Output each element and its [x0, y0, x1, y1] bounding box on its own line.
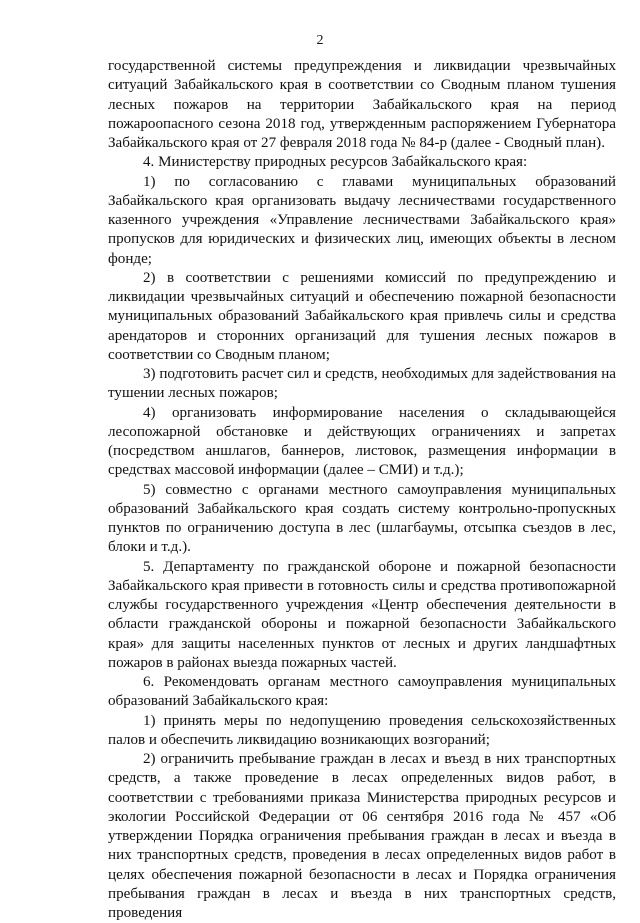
paragraph-item-4-4: 4) организовать информирование населения о складывающейся лесопожарной обстановке и действующих ограничениях и запретах (посредством аншлагов, баннеров, листовок, размещения информации в средствах массовой информации (далее – СМИ) и т.д.); [108, 404, 616, 479]
paragraph-item-5: 5. Департаменту по гражданской обороне и пожарной безопасности Забайкальского края привести в готовность силы и средства противопожарной службы государственного учреждения «Центр обеспечения деятельности в области гражданской обороны и пожарной безопасности Забайкальского края» для защиты населенных пунктов от лесных и других ландшафтных пожаров в районах выезда пожарных частей. [108, 558, 616, 671]
document-body [108, 57, 616, 923]
paragraph-item-6: 6. Рекомендовать органам местного самоуправления муниципальных образований Забайкальского края: [108, 674, 616, 710]
paragraph-item-4-3: 3) подготовить расчет сил и средств, необходимых для задействования на тушении лесных пожаров; [108, 366, 616, 402]
paragraph-item-4-2: 2) в соответствии с решениями комиссий по предупреждению и ликвидации чрезвычайных ситуаций и обеспечению пожарной безопасности муниципальных образований Забайкальского края привлечь силы и средства арендаторов и сторонних организаций для тушения лесных пожаров в соответствии со Сводным планом; [108, 269, 616, 363]
paragraph-item-4-5: 5) совместно с органами местного самоуправления муниципальных образований Забайкальского края создать систему контрольно-пропускных пунктов по ограничению доступа в лес (шлагбаумы, отсыпка съездов в лес, блоки и т.д.). [108, 481, 616, 556]
page-number: 2 [316, 33, 324, 48]
paragraph-item-6-2: 2) ограничить пребывание граждан в лесах и въезд в них транспортных средств, а также проведение в лесах определенных видов работ, в соответствии с требованиями приказа Министерства природных ресурсов и экологии Российской Федерации от 06 сентября 2016 года № 457 «Об утверждении Порядка ограничения пребывания граждан в лесах и въезда в них транспортных средств, проведения в лесах определенных видов работ в целях обеспечения пожарной безопасности в лесах и Порядка ограничения пребывания граждан в лесах и въезда в них транспортных средств, проведения [108, 751, 616, 921]
paragraph-item-6-1: 1) принять меры по недопущению проведения сельскохозяйственных палов и обеспечить ликвидацию возникающих возгораний; [108, 712, 616, 748]
paragraph-continuation: государственной системы предупреждения и ликвидации чрезвычайных ситуаций Забайкальского края в соответствии со Сводным планом тушения лесных пожаров на территории Забайкальского края на период пожароопасного сезона 2018 год, утвержденным распоряжением Губернатора Забайкальского края от 27 февраля 2018 года № 84-р (далее - Сводный план). [108, 58, 616, 151]
paragraph-item-4-1: 1) по согласованию с главами муниципальных образований Забайкальского края организовать выдачу лесничествами государственного казенного учреждения «Управление лесничествами Забайкальского края» пропусков для юридических и физических лиц, имеющих объекты в лесном фонде; [108, 173, 616, 267]
paragraph-item-4: 4. Министерству природных ресурсов Забайкальского края: [143, 154, 528, 171]
